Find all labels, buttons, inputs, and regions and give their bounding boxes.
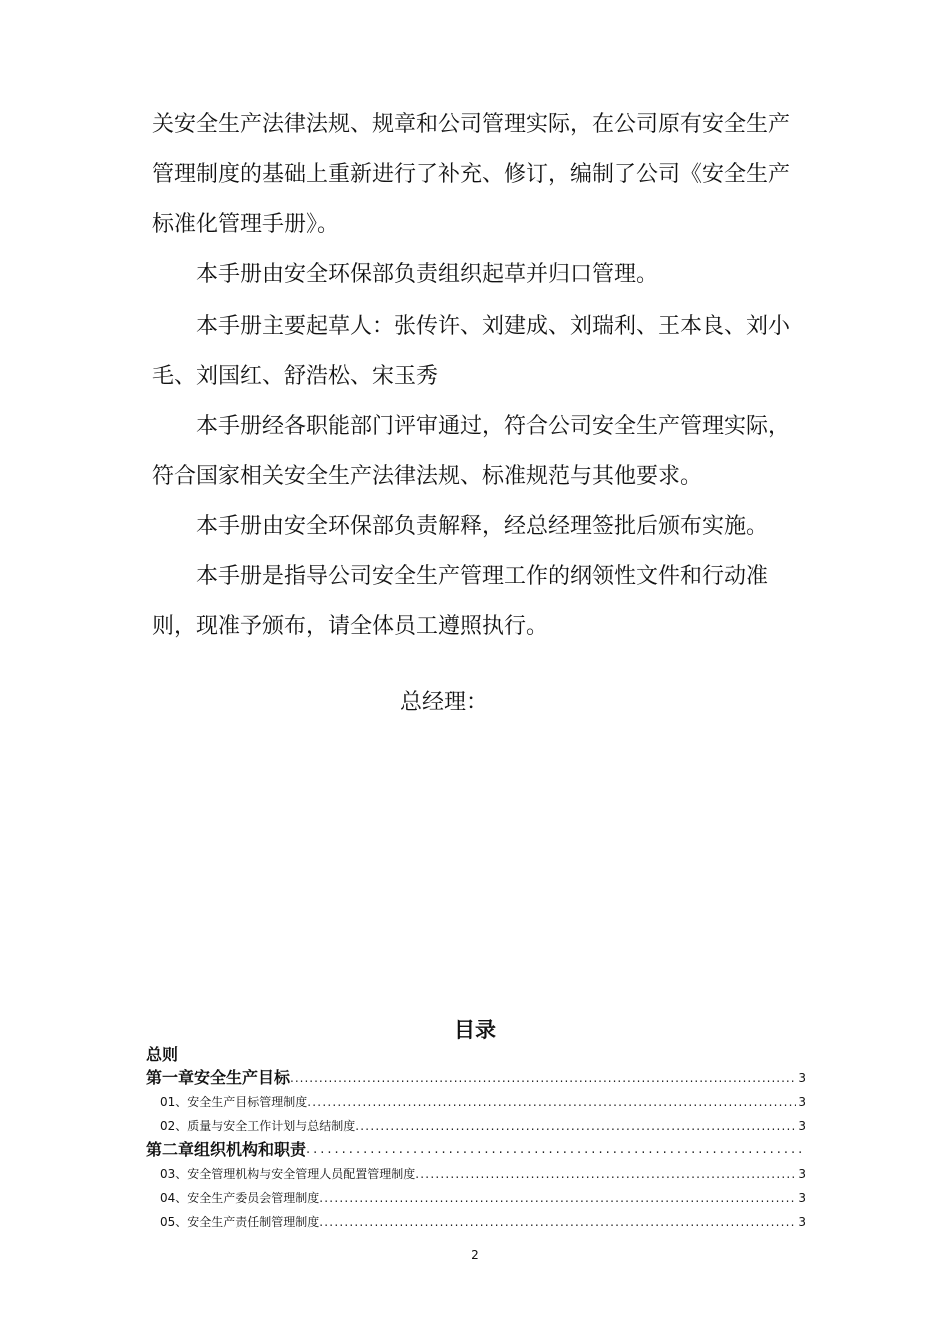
toc-item-01[interactable]: [146, 1090, 806, 1114]
toc-page-number: 3: [798, 1191, 806, 1205]
toc-page-number: 3: [798, 1215, 806, 1229]
table-of-contents: [146, 1044, 806, 1234]
toc-general[interactable]: [146, 1044, 806, 1066]
paragraph-review: 本手册经各职能部门评审通过，符合公司安全生产管理实际，符合国家相关安全生产法律法规、标准规范与其他要求。: [152, 414, 791, 489]
dot-leader: [415, 1162, 796, 1186]
toc-page-number: 3: [798, 1167, 806, 1181]
dot-leader: [319, 1210, 796, 1234]
dot-leader: [355, 1114, 796, 1138]
toc-chapter-1[interactable]: [146, 1066, 806, 1090]
toc-chapter-label: 第二章组织机构和职责: [146, 1140, 307, 1159]
toc-item-04[interactable]: [146, 1186, 806, 1210]
toc-page-number: 3: [798, 1071, 806, 1085]
toc-title: 目录: [454, 1018, 496, 1042]
dot-leader: [306, 1138, 804, 1162]
toc-chapter-label: 第一章安全生产目标: [146, 1068, 291, 1087]
toc-item-05[interactable]: [146, 1210, 806, 1234]
toc-page-number: 3: [798, 1119, 806, 1133]
toc-item-03[interactable]: [146, 1162, 806, 1186]
toc-item-label: 03、安全管理机构与安全管理人员配置管理制度: [160, 1167, 416, 1181]
toc-general-label: 总则: [146, 1045, 179, 1064]
paragraph-promulgation: 本手册是指导公司安全生产管理工作的纲领性文件和行动准则，现准予颁布，请全体员工遵照执行。: [152, 564, 769, 639]
dot-leader: [290, 1066, 796, 1090]
paragraph-intro-continued: 关安全生产法律法规、规章和公司管理实际，在公司原有安全生产管理制度的基础上重新进行了补充、修订，编制了公司《安全生产标准化管理手册》。: [152, 112, 791, 237]
dot-leader: [319, 1186, 796, 1210]
toc-item-label: 02、质量与安全工作计划与总结制度: [160, 1119, 356, 1133]
page-number: 2: [471, 1248, 479, 1262]
toc-item-label: 05、安全生产责任制管理制度: [160, 1215, 320, 1229]
paragraph-interpretation: 本手册由安全环保部负责解释，经总经理签批后颁布实施。: [196, 514, 769, 539]
toc-item-label: 04、安全生产委员会管理制度: [160, 1191, 320, 1205]
toc-item-label: 01、安全生产目标管理制度: [160, 1095, 308, 1109]
toc-page-number: 3: [798, 1095, 806, 1109]
dot-leader: [307, 1090, 796, 1114]
general-manager-signature-line: 总经理：: [400, 690, 489, 715]
toc-item-02[interactable]: [146, 1114, 806, 1138]
toc-chapter-2[interactable]: [146, 1138, 804, 1162]
paragraph-drafters: 本手册主要起草人：张传许、刘建成、刘瑞利、王本良、刘小毛、刘国红、舒浩松、宋玉秀: [152, 314, 791, 389]
paragraph-management: 本手册由安全环保部负责组织起草并归口管理。: [196, 262, 659, 287]
